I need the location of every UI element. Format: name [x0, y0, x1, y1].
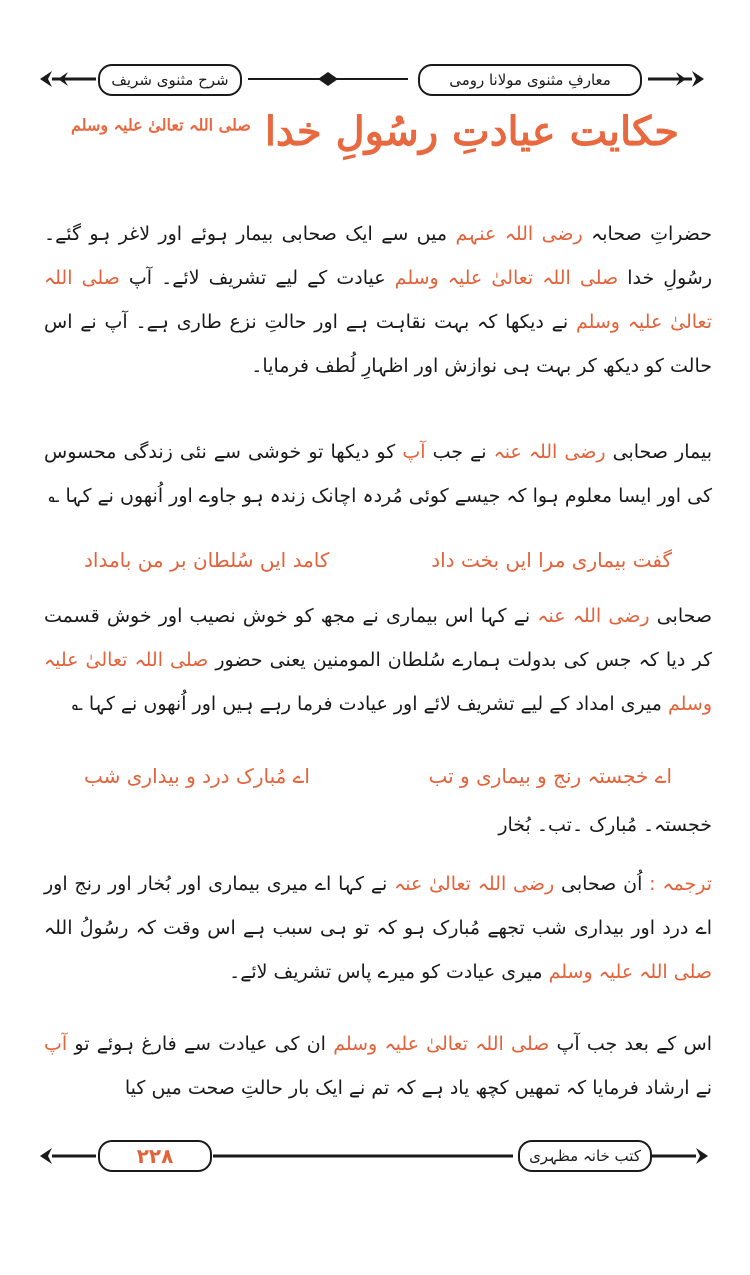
text: کو دیکھا تو خوشی سے نئی زندگی محسوس کی اور ایسا معلوم ہوا کہ جیسے کوئی مُردہ اچانک زندہ ہو جاوے اور اُنھوں نے کہا ؎: [44, 441, 712, 507]
word-gloss: خجستہ۔ مُبارک ۔تب۔ بُخار: [498, 814, 712, 836]
book-title: معارفِ مثنوی مولانا رومی: [418, 64, 642, 96]
paragraph-3: [44, 594, 712, 726]
honorific: صلی اللہ تعالیٰ علیہ وسلم: [333, 1033, 550, 1055]
verse-hemistich-right: اے خجستہ رنج و بیماری و تب: [428, 764, 672, 788]
ornament-icon: [38, 1145, 98, 1167]
text: نے ارشاد فرمایا کہ تمھیں کچھ یاد ہے کہ تم نے ایک بار حالتِ صحت میں کیا: [124, 1077, 712, 1099]
verse-2: [44, 764, 712, 788]
paragraph-1: [44, 212, 712, 388]
text: عیادت کے لیے تشریف لائے۔ آپ: [119, 267, 395, 289]
text: نے جب: [425, 441, 494, 463]
chapter-title: [60, 108, 690, 155]
divider-line-icon: [213, 1152, 513, 1160]
honorific: رضی اللہ عنہم: [455, 223, 583, 245]
publisher-name: کتب خانہ مظہری: [518, 1140, 652, 1172]
chapter-title-text: حکایت عیادتِ رسُولِ خدا: [264, 108, 679, 155]
verse-hemistich-left: اے مُبارک درد و بیداری شب: [84, 764, 310, 788]
honorific: صلی اللہ تعالیٰ علیہ وسلم: [71, 115, 251, 135]
text: ان کی عیادت سے فارغ ہوئے تو: [67, 1033, 334, 1055]
translation-paragraph: [44, 862, 712, 994]
honorific: صلی اللہ تعالیٰ علیہ وسلم: [394, 267, 619, 289]
honorific: رضی اللہ عنہ: [493, 441, 606, 463]
page-header: [38, 62, 706, 96]
page-number: ۲۲۸: [98, 1140, 212, 1172]
divider-ornament-icon: [248, 70, 408, 88]
text: میری امداد کے لیے تشریف لائے اور عیادت فرما رہے ہیں اور اُنھوں نے کہا ؎: [71, 693, 668, 715]
honorific: آپ: [402, 441, 426, 463]
honorific: رضی اللہ عنہ: [537, 605, 650, 627]
text: میں سے ایک صحابی بیمار ہوئے اور لاغر ہو گئے۔ رسُولِ خدا: [44, 223, 712, 289]
verse-hemistich-left: کامد ایں سُلطان بر من بامداد: [84, 548, 330, 572]
text: نے دیکھا کہ بہت نقاہت ہے اور حالتِ نزع طاری ہے۔ آپ نے اس حالت کو دیکھ کر بہت ہی نوازش اور اظہارِ لُطف فرمایا۔: [44, 311, 712, 377]
ornament-icon: [650, 1145, 710, 1167]
text: نے کہا اس بیماری نے مجھ کو خوش نصیب اور خوش قسمت کر دیا کہ جس کی بدولت ہمارے سُلطان المومنین یعنی حضور: [44, 605, 712, 671]
text: نے کہا اے میری بیماری اور بُخار اور رنج اور اے درد اور بیداری شب تجھے مُبارک ہو کہ تو ہی سبب ہے اس وقت کہ رسُولُ اللہ: [44, 873, 712, 939]
translation-label: ترجمہ :: [649, 873, 713, 895]
text: اس کے بعد جب آپ: [549, 1033, 713, 1055]
ornament-icon: [646, 68, 706, 90]
text: بیمار صحابی: [605, 441, 712, 463]
paragraph-5: [44, 1022, 712, 1110]
text: میری عیادت کو میرے پاس تشریف لائے۔: [229, 961, 549, 983]
verse-1: [44, 548, 712, 572]
honorific: صلی اللہ علیہ وسلم: [548, 961, 712, 983]
page-footer: [38, 1136, 706, 1176]
text: حضراتِ صحابہ: [582, 223, 712, 245]
honorific: آپ: [44, 1033, 68, 1055]
text: صحابی: [649, 605, 713, 627]
text: اُن صحابی: [554, 873, 650, 895]
honorific: صلی اللہ تعالیٰ علیہ وسلم: [44, 267, 712, 333]
verse-hemistich-right: گفت بیماری مرا ایں بخت داد: [431, 548, 672, 572]
running-head: شرح مثنوی شریف: [98, 64, 242, 96]
paragraph-2: [44, 430, 712, 518]
honorific: صلی اللہ تعالیٰ علیہ وسلم: [44, 649, 712, 715]
honorific: رضی اللہ تعالیٰ عنہ: [394, 873, 555, 895]
ornament-icon: [38, 68, 98, 90]
